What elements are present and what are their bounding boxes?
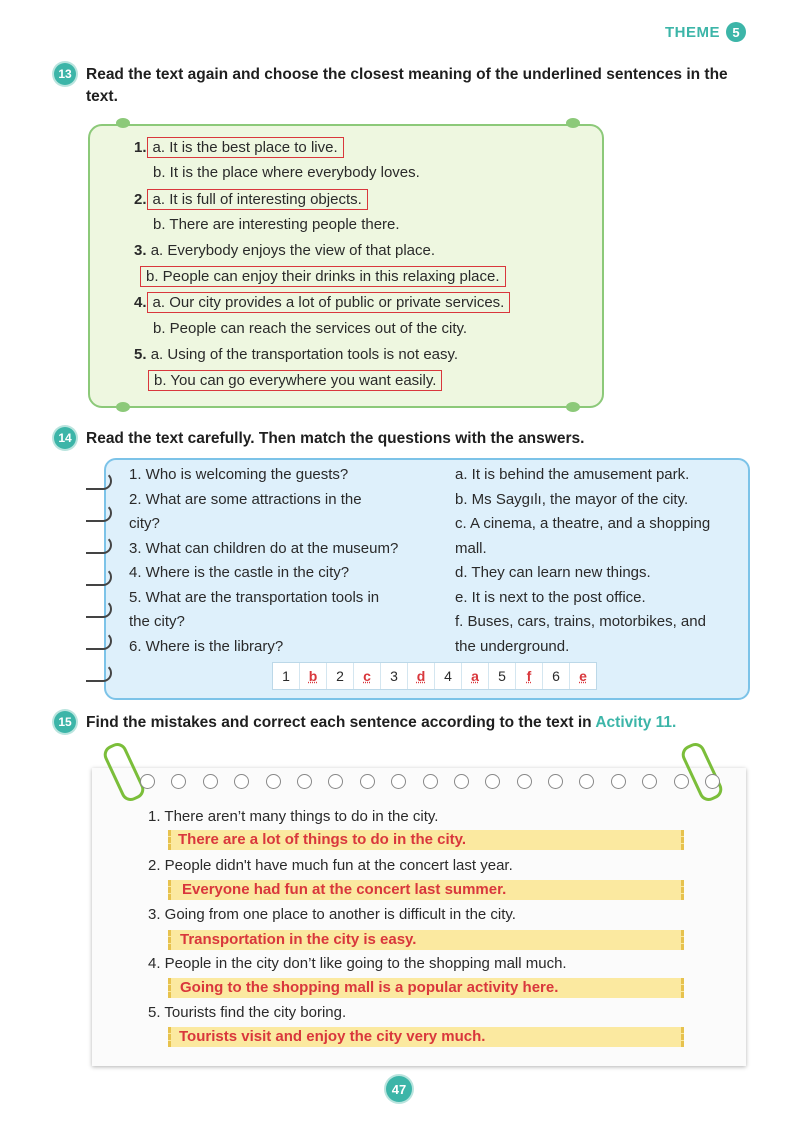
a13-line: b. People can reach the services out of the city. — [153, 320, 468, 337]
ring-decoration — [86, 664, 112, 682]
a13-line: b. People can enjoy their drinks in this relaxing place. — [140, 266, 506, 287]
key-number: 4 — [435, 663, 462, 689]
pin-decoration — [116, 402, 130, 412]
theme-header — [665, 22, 746, 42]
answer: the underground. — [455, 637, 570, 655]
a13-line: b. You can go everywhere you want easily. — [148, 370, 442, 391]
answer: d. They can learn new things. — [455, 564, 651, 581]
ring-decoration — [86, 600, 112, 618]
answer: f. Buses, cars, trains, motorbikes, and — [455, 613, 706, 630]
hole-decoration — [611, 774, 626, 789]
question: 2. What are some attractions in the — [129, 490, 362, 508]
a13-line: b. It is the place where everybody loves. — [153, 164, 420, 181]
a15-sentence: 2. People didn't have much fun at the concert last year. — [148, 857, 513, 874]
hole-decoration — [423, 774, 438, 789]
hole-decoration — [674, 774, 689, 789]
a15-answer[interactable]: There are a lot of things to do in the city. — [178, 831, 467, 848]
hole-decoration — [203, 774, 218, 789]
activity-11-link[interactable]: Activity 11. — [595, 714, 677, 731]
pin-decoration — [566, 118, 580, 128]
activity-13-instruction: Read the text again and choose the closest meaning of the underlined sentences in the text. — [86, 66, 728, 105]
ring-decoration — [86, 504, 112, 522]
hole-decoration — [297, 774, 312, 789]
key-number: 3 — [381, 663, 408, 689]
hole-decoration — [360, 774, 375, 789]
question: 5. What are the transportation tools in — [129, 588, 380, 606]
key-answer[interactable]: c — [354, 663, 381, 689]
activity-14-header — [54, 428, 744, 450]
binder-holes — [140, 774, 720, 789]
answer-key-table — [272, 662, 597, 690]
key-answer[interactable]: d — [408, 663, 435, 689]
a14-questions — [129, 463, 449, 659]
hole-decoration — [517, 774, 532, 789]
activity-14-badge: 14 — [54, 427, 76, 449]
a13-line: 5. a. Using of the transportation tools is not easy. — [134, 346, 459, 363]
a15-answer[interactable]: Everyone had fun at the concert last summer. — [182, 881, 507, 898]
key-number: 1 — [273, 663, 300, 689]
key-answer[interactable]: f — [516, 663, 543, 689]
key-answer[interactable]: e — [579, 668, 587, 684]
a13-line: 3. a. Everybody enjoys the view of that place. — [134, 242, 436, 259]
theme-number: 5 — [726, 22, 746, 42]
a13-line: 1. a. It is the best place to live. — [134, 137, 344, 158]
activity-15-instruction: Find the mistakes and correct each sentence according to the text in Activity 11. — [86, 714, 677, 731]
question: city? — [129, 515, 160, 532]
theme-label: THEME — [665, 23, 720, 41]
hole-decoration — [579, 774, 594, 789]
question: the city? — [129, 613, 185, 630]
hole-decoration — [642, 774, 657, 789]
hole-decoration — [391, 774, 406, 789]
activity-14-instruction: Read the text carefully. Then match the questions with the answers. — [86, 430, 585, 447]
key-answer[interactable]: b — [300, 663, 327, 689]
a15-sentence: 4. People in the city don’t like going to the shopping mall much. — [148, 955, 567, 972]
key-answer[interactable]: a — [462, 663, 489, 689]
a13-line: 2. a. It is full of interesting objects. — [134, 189, 368, 210]
ring-decoration — [86, 472, 112, 490]
answer: b. Ms Saygılı, the mayor of the city. — [455, 490, 689, 508]
activity-13-badge: 13 — [54, 63, 76, 85]
hole-decoration — [266, 774, 281, 789]
answer: e. It is next to the post office. — [455, 588, 646, 606]
hole-decoration — [328, 774, 343, 789]
ring-decoration — [86, 536, 112, 554]
question: 4. Where is the castle in the city? — [129, 564, 350, 581]
hole-decoration — [454, 774, 469, 789]
answer: c. A cinema, a theatre, and a shopping — [455, 515, 711, 532]
a15-sentence: 3. Going from one place to another is difficult in the city. — [148, 906, 516, 923]
hole-decoration — [140, 774, 155, 789]
hole-decoration — [171, 774, 186, 789]
a15-sentence: 5. Tourists find the city boring. — [148, 1004, 347, 1021]
a15-sentence: 1. There aren’t many things to do in the city. — [148, 808, 439, 825]
hole-decoration — [485, 774, 500, 789]
key-number: 5 — [489, 663, 516, 689]
hole-decoration — [705, 774, 720, 789]
answer: mall. — [455, 539, 487, 557]
a15-answer[interactable]: Transportation in the city is easy. — [180, 931, 417, 948]
ring-decoration — [86, 632, 112, 650]
hole-decoration — [234, 774, 249, 789]
activity-13-header — [54, 64, 744, 108]
pin-decoration — [566, 402, 580, 412]
question: 1. Who is welcoming the guests? — [129, 466, 349, 483]
key-number: 6 — [543, 663, 570, 689]
question: 6. Where is the library? — [129, 637, 284, 655]
ring-decoration — [86, 568, 112, 586]
a15-answer[interactable]: Tourists visit and enjoy the city very much. — [179, 1028, 486, 1045]
question: 3. What can children do at the museum? — [129, 539, 399, 557]
page-number: 47 — [386, 1076, 412, 1102]
a13-line: b. There are interesting people there. — [153, 216, 400, 233]
activity-15-header — [54, 712, 744, 734]
key-number: 2 — [327, 663, 354, 689]
a15-answer[interactable]: Going to the shopping mall is a popular activity here. — [180, 979, 559, 996]
pin-decoration — [116, 118, 130, 128]
answer: a. It is behind the amusement park. — [455, 466, 690, 483]
a13-line: 4. a. Our city provides a lot of public or private services. — [134, 292, 510, 313]
hole-decoration — [548, 774, 563, 789]
activity-15-badge: 15 — [54, 711, 76, 733]
a14-answers — [455, 463, 745, 659]
